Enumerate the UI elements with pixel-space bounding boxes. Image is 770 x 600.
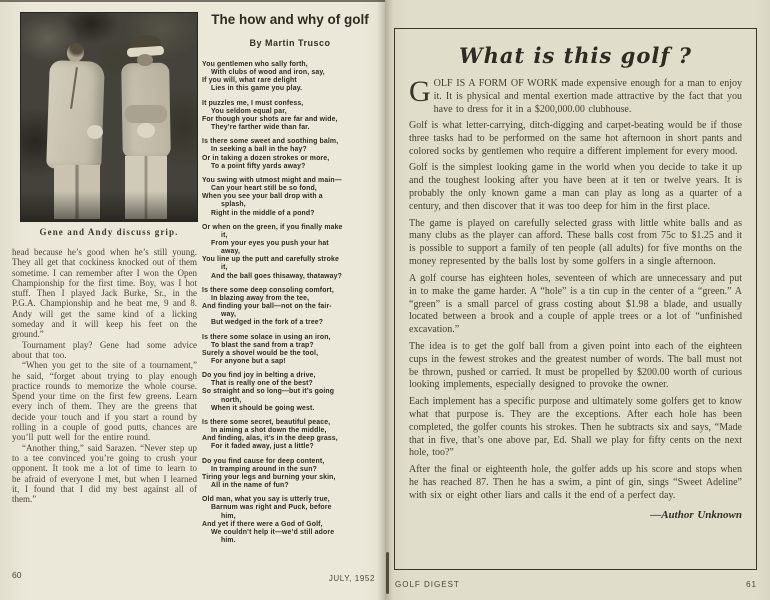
lead-caps: OLF IS A FORM OF WORK <box>433 78 558 89</box>
right-page <box>385 0 770 600</box>
poem-line: They’re farther wide than far. <box>211 124 310 132</box>
scan-edge-line <box>0 0 385 2</box>
poem-line: Old man, what you say is utterly true, <box>202 496 330 504</box>
article-paragraph: Golf is what letter-carrying, ditch-digging and carpet-beating would be if those three tasks had to be performed on the same hot afternoon in short pants and colored socks by gentlemen who require a different implement for every mood. <box>409 120 742 158</box>
andy-figure-hands <box>137 123 155 138</box>
poem-line: it, <box>221 231 228 239</box>
poem-line: And the ball goes thisaway, thataway? <box>211 272 343 280</box>
poem-line: Do you find cause for deep content, <box>202 457 325 465</box>
poem-line: From your eyes you push your hat <box>211 239 329 247</box>
article-paragraph: The idea is to get the golf ball from a given point into each of the eighteen cups in the fewest strokes and the greatest number of words. The ball must not be thrown, pushed or carried. It must be propelled by $200.00 worth of curious looking implements, especially designed to provoke the owner. <box>409 340 742 391</box>
boxed-article <box>394 28 757 570</box>
poem-line: For anyone but a sap! <box>211 358 286 365</box>
poem-line: Surely a shovel would be the tool, <box>202 349 319 357</box>
poem-line: And yet if there were a God of Golf, <box>202 520 323 528</box>
poem-line: Or in taking a dozen strokes or more, <box>202 154 330 162</box>
poem-line: For it faded away, just a little? <box>211 443 314 451</box>
page-gutter-line <box>386 552 389 594</box>
article-paragraph <box>409 75 743 117</box>
poem-line: Lies in this game you play. <box>211 85 303 93</box>
article-paragraph: head because he’s good when he’s still young. They all get that cockiness knocked out of them sometime. I can remember after I won the Open Championship for the first time. Boy, was I hot stuff. Then I played Jack Burke, Sr., in the P.G.A. Championship and he beat me, 9 and 8. Andy will get the same kind of a licking someday and it will keep his feet on the ground.” <box>12 247 197 340</box>
poem-line: Is there some sweet and soothing balm, <box>202 138 339 146</box>
poem-line: In seeking a ball in the hay? <box>211 146 307 154</box>
poem-line: Is there some deep consoling comfort, <box>202 286 334 294</box>
boxed-article-text <box>409 75 743 522</box>
poem-line: way, <box>221 311 237 319</box>
poem-line: And finding your ball—not on the fair- <box>202 303 332 311</box>
left-article-text <box>12 247 197 504</box>
article-paragraph: A golf course has eighteen holes, seventeen of which are unnecessary and put in to make the game harder. A “hole” is a tin cup in the center of a “green.” A “green” is a small parcel of grass costing about $1.98 a blade, and usually located between a brook and a couple of apple trees or a lot of “unfinished excavation.” <box>409 272 742 336</box>
poem-line: In blazing away from the tee, <box>211 294 310 302</box>
page-gutter-shadow <box>377 0 393 600</box>
poem-line: Do you find joy in belting a drive, <box>202 372 316 380</box>
right-page-footer <box>395 580 757 589</box>
page-number-right: 61 <box>746 580 757 589</box>
lead-rest: made expensive enough for a man to enjoy it. It is physical and mental exertion made attractive by the fact that you have to dress for it in a $200,000.00 clubhouse. <box>433 78 743 115</box>
poem-line: Is there some solace in using an iron, <box>202 333 331 341</box>
attribution: —Author Unknown <box>650 508 742 521</box>
andy-figure-face <box>137 54 153 66</box>
poem-byline: By Martin Trusco <box>249 38 331 48</box>
article-paragraph: Each implement has a specific purpose and ultimately some golfers get to know what that purpose is. They are the exceptions. After each hole has been completed, the golfer counts his strokes. Then he subtracts six and says, “Made that in five, that’s one above par, Ed. Shall we play for fifty cents on the next hole, too?” <box>409 395 742 459</box>
poem-line: Or when on the green, if you finally make <box>202 223 343 231</box>
poem-line: To a point fifty yards away? <box>211 162 306 170</box>
gene-figure-hands <box>87 125 103 139</box>
article-paragraph: “Another thing,” said Sarazen. “Never step up to a tee convinced you’re going to crush your opponent. It took me a lot of time to learn to be afraid of everyone I met, but when I learned it, I found that I did my best against all of them.” <box>12 442 197 505</box>
page-number-left: 60 <box>12 570 22 580</box>
poem-line: So straight and so long—but it’s going <box>202 388 335 396</box>
photo-ground-shadow <box>21 191 197 221</box>
article-paragraph: After the final or eighteenth hole, the golfer adds up his score and stops when he has reached 87. Then he has a swim, a pint of gin, sings “Sweet Adeline” with six or eight other liars and calls it the end of a perfect day. <box>409 463 742 501</box>
poem-line: Right in the middle of a pond? <box>211 209 315 217</box>
poem-line: That is really one of the best? <box>211 380 313 388</box>
poem-line: In tramping around in the sun? <box>211 465 317 473</box>
article-paragraph: Tournament play? Gene had some advice about that too. <box>12 339 197 360</box>
article-paragraph: The game is played on carefully selected grass with little white balls and as many clubs as the player can afford. These balls cost from 75c to $1.25 and it is possible to support a family of ten people (all adults) for five months on the money represented by the balls lost by some golfers in a single afternoon. <box>409 217 742 268</box>
poem-line: But wedged in the fork of a tree? <box>211 319 324 327</box>
poem-line: With clubs of wood and iron, say, <box>211 69 325 77</box>
poem-line: We couldn’t help it—we’d still adore <box>211 528 335 536</box>
poem-line: It puzzles me, I must confess, <box>202 99 304 107</box>
poem-line: In aiming a shot down the middle, <box>211 427 327 435</box>
poem-line: him, <box>221 512 236 520</box>
drop-cap: G <box>409 75 431 108</box>
andy-figure-arms <box>125 105 167 123</box>
photo-gene-andy <box>20 12 198 222</box>
magazine-name: GOLF DIGEST <box>395 580 460 589</box>
poem-line: All in the name of fun? <box>211 482 289 490</box>
poem-line: him. <box>221 536 236 544</box>
poem-title: The how and why of golf <box>211 12 369 27</box>
poem-line: splash, <box>221 201 246 209</box>
poem-line: For though your shots are far and wide, <box>202 115 338 123</box>
poem-line: When you see your ball drop with a <box>202 193 323 201</box>
poem-line: Tiring your legs and burning your skin, <box>202 473 336 481</box>
poem-line: And finding, alas, it’s in the deep grass, <box>202 435 338 443</box>
poem-line: north, <box>221 396 242 404</box>
issue-date: JULY, 1952 <box>328 574 375 583</box>
poem-line: You swing with utmost might and main— <box>202 176 342 184</box>
poem-line: Can your heart still be so fond, <box>211 185 317 193</box>
poem-line: You seldom equal par, <box>211 107 287 115</box>
photo-caption: Gene and Andy discuss grip. <box>39 227 179 237</box>
poem-column <box>202 12 378 545</box>
boxed-article-title: What is this golf ? <box>459 43 692 68</box>
poem <box>202 61 378 545</box>
poem-line: it, <box>221 264 228 272</box>
article-paragraph: “When you get to the site of a tournament,” he said, “forget about trying to play enough practice rounds to memorize the whole course. Spend your time on the first few greens. Learn every inch of them. They are the greens that decide your touch and if you start a round by rolling in a couple of good putts, chances are you’ll putt well for the entire round. <box>12 360 197 443</box>
poem-line: When it should be going west. <box>211 404 315 412</box>
poem-line: away, <box>221 248 241 256</box>
article-paragraph: Golf is the simplest looking game in the world when you decide to take it up and the toughest looking after you have been at it ten or twelve years. It is probably the only known game a man can play as long as a quarter of a century, and then discover that it was too deep for him in the first place. <box>409 162 742 213</box>
poem-line: Is there some secret, beautiful peace, <box>202 418 331 426</box>
poem-line: Barnum was right and Puck, before <box>211 504 332 512</box>
poem-line: You line up the putt and carefully stroke <box>202 256 339 264</box>
poem-line: To blast the sand from a trap? <box>211 341 314 349</box>
poem-line: If you will, what rare delight <box>202 77 297 85</box>
poem-line: You gentlemen who sally forth, <box>202 61 308 68</box>
